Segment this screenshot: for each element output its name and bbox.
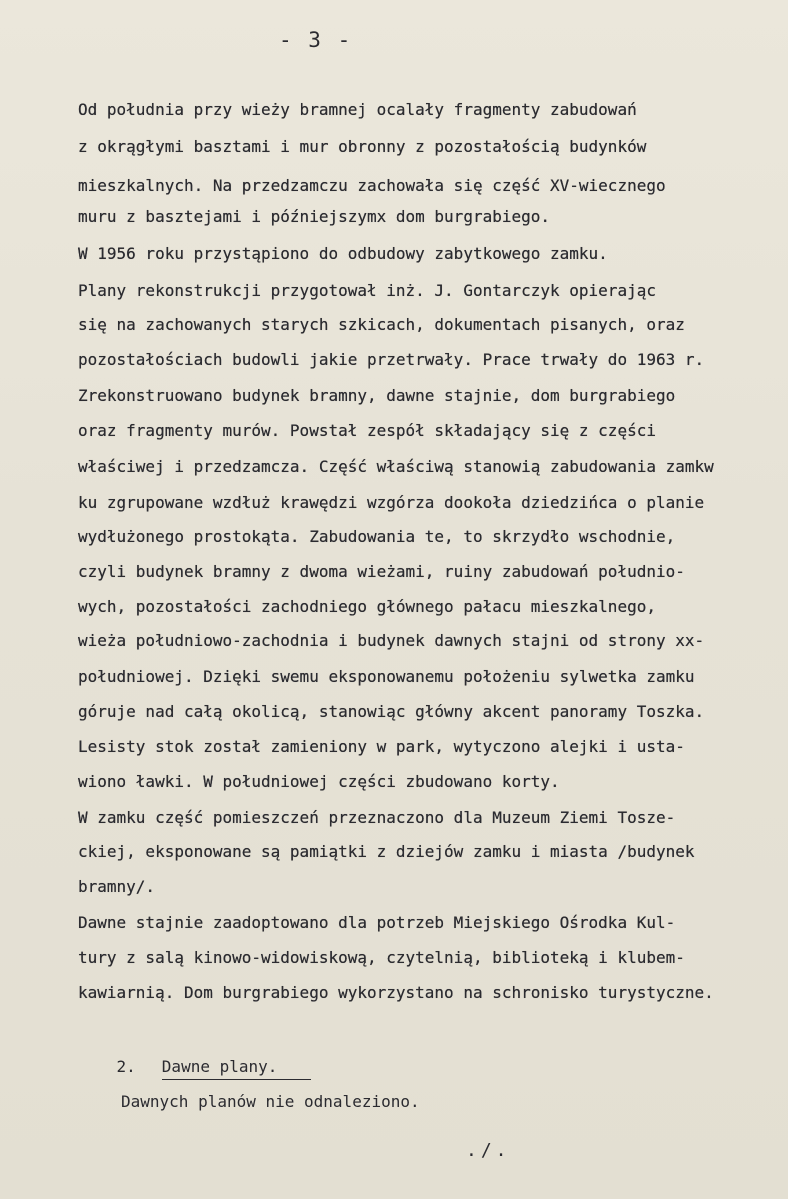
text-line: południowej. Dzięki swemu eksponowanemu położeniu sylwetka zamku — [78, 667, 695, 686]
text-line: ckiej, eksponowane są pamiątki z dziejów zamku i miasta /budynek — [78, 842, 695, 861]
text-line: kawiarnią. Dom burgrabiego wykorzystano na schronisko turystyczne. — [78, 983, 714, 1002]
text-line: muru z basztejami i późniejszymx dom burgrabiego. — [78, 207, 551, 226]
text-line: się na zachowanych starych szkicach, dokumentach pisanych, oraz — [78, 315, 685, 334]
text-line: wydłużonego prostokąta. Zabudowania te, to skrzydło wschodnie, — [78, 527, 676, 546]
text-line: czyli budynek bramny z dwoma wieżami, ruiny zabudowań południo- — [78, 562, 685, 581]
continuation-mark: ./. — [466, 1140, 511, 1161]
section-note: Dawnych planów nie odnaleziono. — [121, 1092, 420, 1111]
section-title: Dawne plany. — [162, 1057, 312, 1080]
text-line: mieszkalnych. Na przedzamczu zachowała się część XV-wiecznego — [78, 176, 666, 195]
text-line: oraz fragmenty murów. Powstał zespół składający się z części — [78, 421, 656, 440]
text-line: z okrągłymi basztami i mur obronny z pozostałością budynków — [78, 137, 647, 156]
text-line: W 1956 roku przystąpiono do odbudowy zabytkowego zamku. — [78, 244, 608, 263]
text-line: bramny/. — [78, 877, 156, 896]
text-line: ku zgrupowane wzdłuż krawędzi wzgórza dookoła dziedzińca o planie — [78, 493, 705, 512]
text-line: właściwej i przedzamcza. Część właściwą stanowią zabudowania zamkw — [78, 457, 714, 476]
text-line: Od południa przy wieży bramnej ocalały fragmenty zabudowań — [78, 100, 637, 119]
text-line: Lesisty stok został zamieniony w park, wytyczono alejki i usta- — [78, 737, 685, 756]
text-line: tury z salą kinowo-widowiskową, czytelnią, biblioteką i klubem- — [78, 948, 685, 967]
text-line: W zamku część pomieszczeń przeznaczono dla Muzeum Ziemi Tosze- — [78, 808, 676, 827]
text-line: wiono ławki. W południowej części zbudowano korty. — [78, 772, 560, 791]
text-line: Plany rekonstrukcji przygotował inż. J. Gontarczyk opierając — [78, 281, 656, 300]
page-number: - 3 - — [279, 28, 353, 52]
text-line: Dawne stajnie zaadoptowano dla potrzeb Miejskiego Ośrodka Kul- — [78, 913, 676, 932]
section-number: 2. — [116, 1057, 136, 1076]
text-line: wych, pozostałości zachodniego głównego pałacu mieszkalnego, — [78, 597, 656, 616]
text-line: Zrekonstruowano budynek bramny, dawne stajnie, dom burgrabiego — [78, 386, 676, 405]
section-heading — [78, 1037, 311, 1097]
text-line: pozostałościach budowli jakie przetrwały. Prace trwały do 1963 r. — [78, 350, 705, 369]
text-line: góruje nad całą okolicą, stanowiąc główny akcent panoramy Toszka. — [78, 702, 705, 721]
text-line: wieża południowo-zachodnia i budynek dawnych stajni od strony xx- — [78, 631, 705, 650]
